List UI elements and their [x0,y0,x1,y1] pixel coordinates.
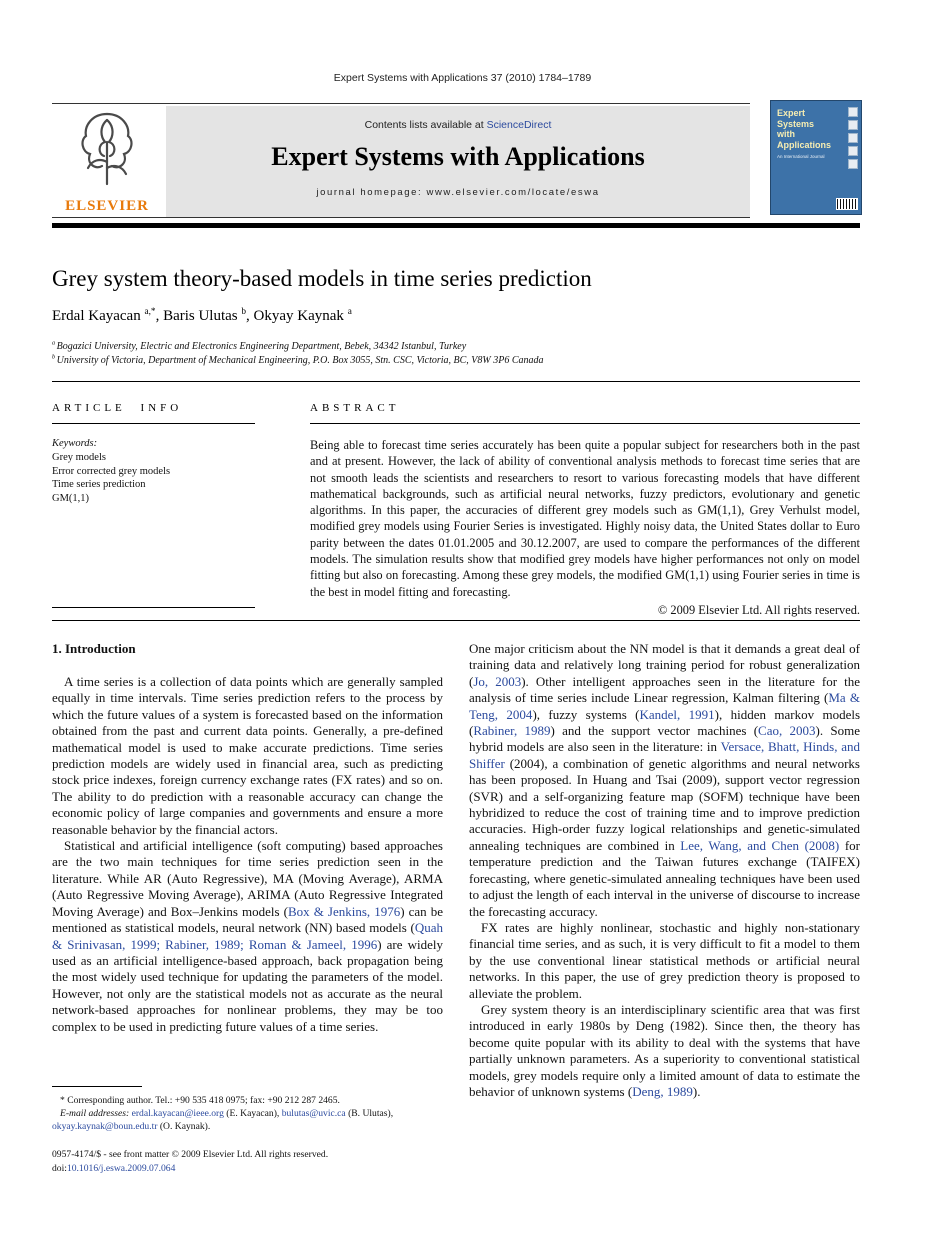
body-right-column [469,641,860,1100]
body-left-column [52,641,443,1035]
body-paragraph [52,838,443,1035]
keyword-item: Time series prediction [52,479,146,490]
text-segment: ), fuzzy systems ( [532,706,640,722]
text-segment: , Baris Ulutas [155,308,242,324]
text-segment: b [241,307,247,317]
keyword-item: Grey models [52,452,106,463]
inline-link[interactable]: Quah & Srinivasan, 1999; Rabiner, 1989; Roman & Jameel, 1996 [52,920,443,952]
cover-subtitle: An International Journal [777,154,825,159]
inline-link[interactable]: erdal.kayacan@ieee.org [131,1108,224,1119]
text-segment: Erdal Kayacan [52,308,145,324]
cover-thumb-square [848,146,858,156]
inline-link[interactable]: Versace, Bhatt, Hinds, and Shiffer [469,739,860,771]
text-segment: Bogazici University, Electric and Electronics Engineering Department, Bebek, 34342 Istanbul, Turkey [56,341,467,352]
body-paragraph [469,641,860,920]
footnote-rule [52,1086,142,1087]
text-segment: * Corresponding author. Tel.: +90 535 418 0975; fax: +90 212 287 2465. [60,1095,340,1106]
text-segment: One major criticism about the NN model is that it demands a great deal of training data and relatively long training period for robust generalization ( [469,641,860,689]
cover-thumb-square [848,159,858,169]
text-segment: University of Victoria, Department of Mechanical Engineering, P.O. Box 3055, Stn. CSC, Victoria, BC, V8W 3P6 Canada [56,355,544,366]
cover-title-line: Systems [777,118,815,129]
cover-title-line: Expert [777,108,806,118]
affiliation-divider [52,381,860,382]
text-segment: for temperature prediction and the Taiwan futures exchange (TAIFEX) forecasting, where genetic-simulated annealing techniques have been used to adjust the length of each interval in the universe of discourse to increase the forecasting accuracy. [469,837,860,919]
body-paragraph [469,1002,860,1100]
elsevier-wordmark: ELSEVIER [65,198,149,214]
inline-link[interactable]: Cao, 2003 [758,723,816,739]
cover-image-strip [848,107,858,169]
inline-link[interactable]: ScienceDirect [486,119,552,131]
body-paragraph [469,920,860,1002]
article-title: Grey system theory-based models in time series prediction [52,266,592,291]
elsevier-tree-logo [72,106,142,192]
inline-link[interactable]: Deng, 1989 [632,1083,693,1099]
text-segment: Grey system theory is an interdisciplinary scientific area that was first introduced in early 1980s by Deng (1982). Since then, the theory has become quite popular with its ability to deal with the systems that have partially unknown parameters. As a superiority to conventional statistical models, grey models require only a limited amount of data to estimate the behavior of unknown systems ( [469,1001,860,1099]
section-heading-introduction: 1. Introduction [52,641,136,656]
contents-list-line [166,119,750,131]
text-segment: (E. Kayacan), [223,1108,282,1119]
cover-thumb-square [848,133,858,143]
text-segment: (O. Kaynak). [157,1121,211,1132]
copyright-line: © 2009 Elsevier Ltd. All rights reserved. [657,602,860,617]
inline-link[interactable]: Jo, 2003 [473,673,522,689]
journal-ref: Expert Systems with Applications 37 (2010) 1784–1789 [333,72,592,84]
text-segment: Statistical and artificial intelligence (soft computing) based approaches are the two main techniques for time series prediction seen in the literature. While AR (Auto Regressive), MA (Moving Average), ARMA (Auto Regressive Moving Average), ARIMA (Auto Regressive Integrated Moving Average) and Box–Jenkins models ( [52,838,443,919]
text-segment: E-mail addresses: [60,1108,132,1119]
article-info-column [52,402,255,505]
affiliation-b [52,355,544,366]
affiliation-a [52,341,466,352]
text-segment: ) are widely used as an artificial intelligence-based approach, back propagation being the most widely used technique for updating the parameters of the model. However, not only are the statistical models not as accurate as the neural network-based approaches for nonlinear problems, they may be too complex to be used in predicting future values of a time series. [52,936,443,1034]
inline-link[interactable]: bulutas@uvic.ca [281,1108,346,1119]
email-addresses-note [52,1107,443,1133]
journal-homepage-link[interactable]: journal homepage: www.elsevier.com/locate/eswa [316,187,600,198]
article-info-bottom-rule [52,607,255,608]
doi-line [52,1162,328,1176]
text-segment: Contents lists available at [364,119,487,131]
masthead-bottom-rule [52,217,750,218]
inline-link[interactable]: Kandel, 1991 [639,706,715,722]
imprint-block [52,1148,328,1175]
abstract-column [310,402,860,618]
text-segment: (B. Ulutas), [345,1108,394,1119]
keyword-item: Error corrected grey models [52,465,171,477]
text-segment: A time series is a collection of data points which are generally sampled equally in time intervals. Time series prediction refers to the process by which the future values of a system is forecasted based on the information obtained from the past and current data points. Generally, a pre-defined mathematical model is used to make accurate predictions. Time series prediction models are widely used in financial area, such as predicting stock price indexes, foreign currency exchange rates (FX rates) and so on. The ability to do prediction with a reasonable accuracy can change the economic policy of large companies and governments and ensure a more reasonable behavior by the financial actors. [52,674,443,837]
cover-thumb-square [848,107,858,117]
text-segment: ). Other intelligent approaches seen in the literature for the analysis of time series include Linear regression, Kalman filtering ( [469,673,861,706]
footnote-block [52,1086,443,1133]
keyword-item: GM(1,1) [52,492,90,504]
elsevier-logo [52,106,162,216]
cover-title-line: Applications [777,139,832,150]
authors-line [52,308,352,325]
abstract-bottom-rule [52,620,860,621]
masthead-banner [166,106,750,217]
cover-title-line: with [777,129,795,139]
abstract-heading: ABSTRACT [310,402,860,424]
text-segment: a [347,307,352,317]
text-segment: a [52,339,57,347]
text-segment: ) can be mentioned as statistical models, neural network (NN) based models ( [52,903,444,936]
text-segment: ) and the support vector machines ( [550,723,759,739]
corresponding-author-note [52,1094,443,1107]
text-segment: a,* [144,307,156,317]
masthead-top-rule [52,103,750,104]
text-segment: b [52,353,57,361]
issn-copyright-line: 0957-4174/$ - see front matter © 2009 Elsevier Ltd. All rights reserved. [52,1149,329,1160]
text-segment: , Okyay Kaynak [246,308,348,324]
text-segment: ), hidden markov models ( [469,706,861,739]
keywords-label: Keywords: [52,438,98,449]
thick-divider [52,223,860,228]
inline-link[interactable]: okyay.kaynak@boun.edu.tr [52,1121,158,1132]
inline-link[interactable]: Box & Jenkins, 1976 [288,903,401,919]
inline-link[interactable]: Ma & Teng, 2004 [469,690,860,722]
inline-link[interactable]: Lee, Wang, and Chen (2008) [680,837,840,853]
text-segment: ). Some hybrid models are also seen in the literature: in [469,723,860,755]
cover-barcode [836,198,858,210]
text-segment: (2004), a combination of genetic algorithms and neural networks has been proposed. In Huang and Tsai (2009), support vector regression (SVR) and a self-organizing feature map (SOFM) technique have been hybridized to reduce the cost of training time and to improve prediction accuracies. High-order fuzzy logical relationships and genetic-simulated annealing techniques are combined in [469,755,860,853]
abstract-text: Being able to forecast time series accurately has been quite a popular subject for researchers both in the past and at present. However, the lack of ability of conventional analysis methods to forecast time series that are not smooth leads the scientists and researchers to resort to various forecasting models that have different mathematical backgrounds, such as artificial neural networks, fuzzy predictors, evolutionary and genetic algorithms. In this paper, the accuracies of different grey models such as GM(1,1), Grey Verhulst model, modified grey models using Fourier Series is investigated. Highly noisy data, the United States dollar to Euro parity between the dates 01.01.2005 and 30.12.2007, are used to compare the performances of the different models. The simulation results show that modified grey models have higher performances not only on model fitting but also on forecasting. Among these grey models, the modified GM(1,1) using Fourier series in time is the best in model fitting and forecasting. [310,438,860,599]
text-segment: ). [692,1083,701,1099]
inline-link[interactable]: 10.1016/j.eswa.2009.07.064 [66,1162,176,1174]
masthead-journal-title: Expert Systems with Applications [271,142,645,171]
body-paragraph [52,674,443,838]
article-info-heading: ARTICLE INFO [52,402,255,424]
text-segment: doi: [52,1162,67,1174]
text-segment: FX rates are highly nonlinear, stochastic and highly non-stationary financial time series, and as such, it is very difficult to fit a model to them by the use conventional linear statistical methods or artificial neural networks. In this paper, the use of grey prediction theory is proposed to alleviate the problem. [469,919,860,1001]
inline-link[interactable]: Rabiner, 1989 [473,723,551,739]
cover-thumb-square [848,120,858,130]
journal-cover-thumbnail [770,100,862,215]
